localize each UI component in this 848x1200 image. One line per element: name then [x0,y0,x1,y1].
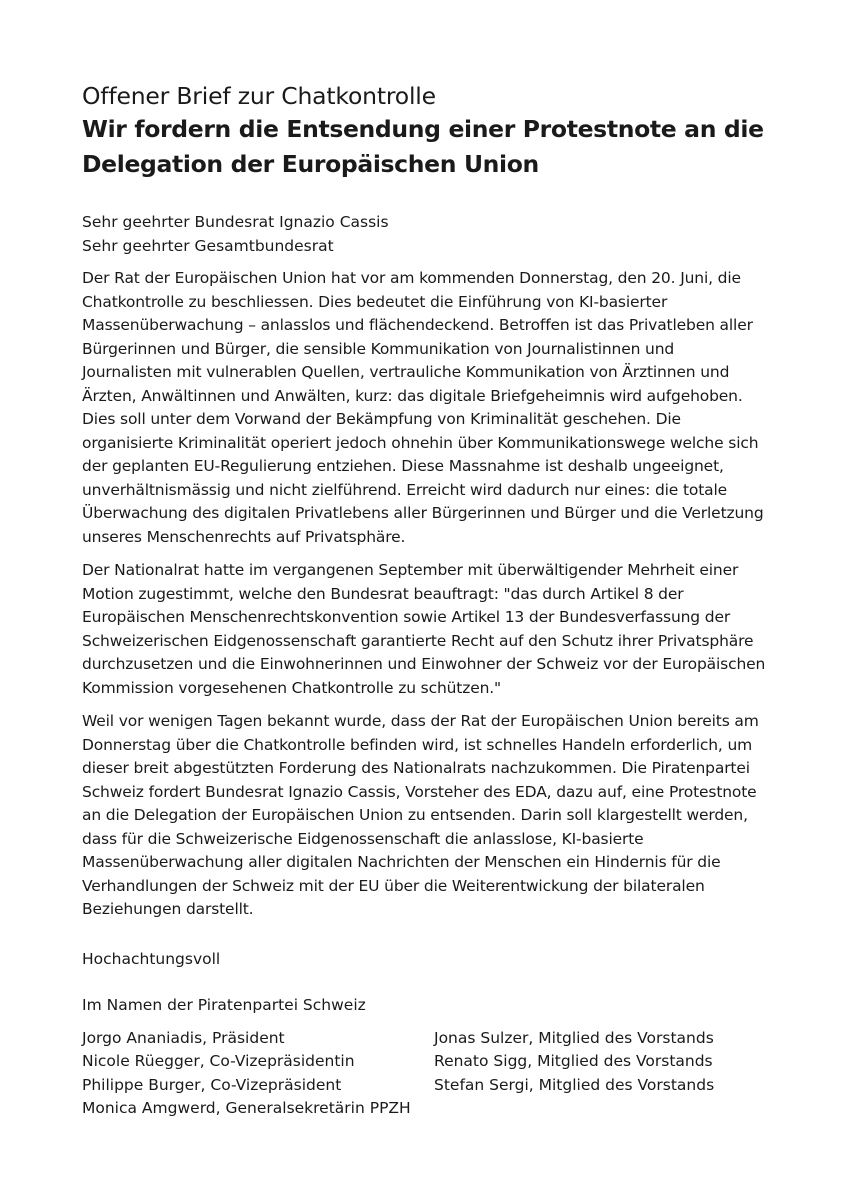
salutation-line: Sehr geehrter Bundesrat Ignazio Cassis [82,213,389,231]
signatories-right-column [434,1027,764,1121]
headline-line-2: Delegation der Europäischen Union [82,150,539,178]
body-paragraph: Der Nationalrat hatte im vergangenen September mit überwältigender Mehrheit einer Motion zugestimmt, welche den Bundesrat beauftragt: "das durch Artikel 8 der Europäischen Menschenrechtskonvention sowie Artikel 13 der Bundesverfassung der Schweizerischen Eidgenossenschaft garantierte Recht auf den Schutz ihrer Privatsphäre durchzusetzen und die Einwohnerinnen und Einwohner der Schweiz vor der Europäischen Kommission vorgesehenen Chatkontrolle zu schützen." [82,561,766,697]
signatory: Jorgo Ananiadis, Präsident [82,1028,285,1047]
signatory: Jonas Sulzer, Mitglied des Vorstands [434,1028,714,1047]
signatory: Renato Sigg, Mitglied des Vorstands [434,1052,713,1070]
closing-phrase: Hochachtungsvoll [82,949,221,968]
body-paragraph: Der Rat der Europäischen Union hat vor am kommenden Donnerstag, den 20. Juni, die Chatkontrolle zu beschliessen. Dies bedeutet die Einführung von KI-basierter Massenüberwachung – anlasslos und flächendeckend. Betroffen ist das Privatleben aller Bürgerinnen und Bürger, die sensible Kommunikation von Journalistinnen und Journalisten mit vulnerablen Quellen, vertrauliche Kommunikation von Ärztinnen und Ärzten, Anwältinnen und Anwälten, kurz: das digitale Briefgeheimnis wird aufgehoben. Dies soll unter dem Vorwand der Bekämpfung von Kriminalität geschehen. Die organisierte Kriminalität operiert jedoch ohnehin über Kommunikationswege welche sich der geplanten EU-Regulierung entziehen. Diese Massnahme ist deshalb ungeeignet, unverhältnismässig und nicht zielführend. Erreicht wird dadurch nur eines: die totale Überwachung des digitalen Privatlebens aller Bürgerinnen und Bürger und die Verletzung unseres Menschenrechts auf Privatsphäre. [82,269,764,546]
headline-line-1: Wir fordern die Entsendung einer Protestnote an die [82,115,764,143]
letter-kicker: Offener Brief zur Chatkontrolle [82,82,436,110]
body-paragraph: Weil vor wenigen Tagen bekannt wurde, dass der Rat der Europäischen Union bereits am Donnerstag über die Chatkontrolle befinden wird, ist schnelles Handeln erforderlich, um dieser breit abgestützten Forderung des Nationalrats nachzukommen. Die Piratenpartei Schweiz fordert Bundesrat Ignazio Cassis, Vorsteher des EDA, dazu auf, eine Protestnote an die Delegation der Europäischen Union zu entsenden. Darin soll klargestellt werden, dass für die Schweizerische Eidgenossenschaft die anlasslose, KI-basierte Massenüberwachung aller digitalen Nachrichten der Menschen ein Hindernis für die Verhandlungen der Schweiz mit der EU über die Weiterentwickung der bilateralen Beziehungen darstellt. [82,712,759,918]
letter-headline [82,112,766,182]
signatories-left-column [82,1027,434,1121]
signatory: Nicole Rüegger, Co-Vizepräsidentin [82,1052,355,1070]
signatories [82,1027,766,1121]
signatory: Stefan Sergi, Mitglied des Vorstands [434,1075,715,1094]
on-behalf-line: Im Namen der Piratenpartei Schweiz [82,996,366,1014]
salutation [82,211,766,258]
signatory: Monica Amgwerd, Generalsekretärin PPZH [82,1099,411,1117]
signatory: Philippe Burger, Co-Vizepräsident [82,1075,342,1094]
salutation-line: Sehr geehrter Gesamtbundesrat [82,236,334,255]
